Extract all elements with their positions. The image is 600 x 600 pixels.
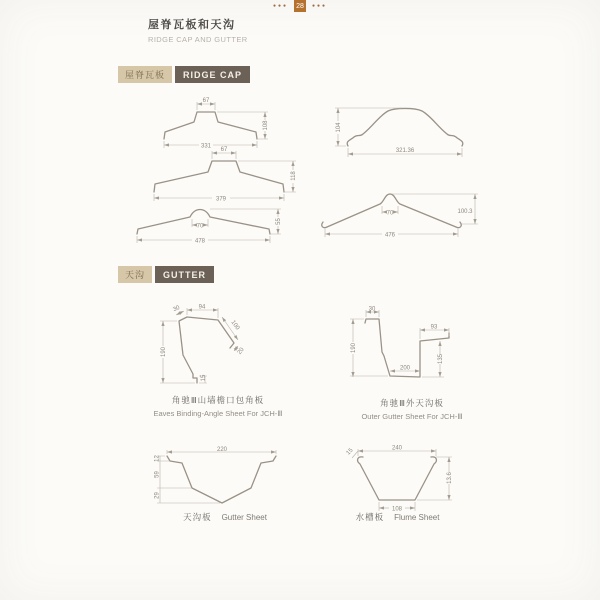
eaves-sheet-outline [179, 317, 234, 383]
dim-label: 67 [202, 98, 210, 104]
dim-label: 100 [229, 319, 241, 332]
dim-label: 220 [216, 446, 228, 453]
ridge-profile-4-outline [347, 108, 463, 146]
footer-dots-right: ●●● [312, 3, 328, 9]
outer-gutter-caption-en: Outer Gutter Sheet For JCH-Ⅲ [361, 412, 463, 421]
section-header-gutter [118, 266, 214, 283]
dim-label: 94 [198, 304, 206, 311]
outer-gutter-caption [322, 397, 502, 421]
eaves-sheet-caption-en: Eaves Binding-Angle Sheet For JCH-Ⅲ [153, 409, 283, 418]
dim-label: 321.36 [395, 148, 415, 154]
gutter-sheet-outline [167, 456, 276, 503]
page-footer [0, 0, 600, 12]
dim-label: 93 [430, 324, 438, 331]
eaves-sheet-caption [118, 394, 318, 418]
ridge-profile-1-outline [164, 112, 257, 139]
dim-label: 190 [351, 342, 357, 354]
dim-label: 200 [399, 365, 411, 372]
dim-label: 478 [194, 238, 206, 245]
dim-label: 13.6 [447, 472, 453, 484]
dim-label: 240 [391, 445, 403, 452]
dim-label: 15 [345, 447, 355, 457]
footer-dots-left: ●●● [272, 3, 288, 9]
flume-sheet-caption [330, 511, 465, 523]
gutter-sheet-caption [150, 511, 300, 523]
outer-gutter-caption-zh: 角驰Ⅲ外天沟板 [380, 398, 444, 408]
gutter-sheet-caption-en: Gutter Sheet [221, 513, 267, 522]
eaves-sheet-drawing [150, 302, 285, 392]
dim-label: 70 [196, 223, 204, 230]
dim-label: 30 [172, 304, 181, 314]
page-number-badge: 28 [294, 0, 306, 12]
dim-label: 379 [215, 196, 227, 203]
dim-label: 59 [154, 471, 161, 478]
ridge-profile-4-drawing [330, 100, 480, 162]
outer-gutter-drawing [342, 302, 477, 394]
section-header-ridge-cap [118, 66, 250, 83]
flume-sheet-caption-zh: 水槽板 [355, 512, 385, 522]
page-header [148, 16, 248, 44]
ridge-cap-tag-en: RIDGE CAP [175, 66, 250, 83]
ridge-profile-5-drawing [320, 182, 485, 240]
ridge-profile-3-outline [137, 210, 270, 235]
page-title: 屋脊瓦板和天沟 [148, 19, 236, 31]
dim-label: 331 [200, 143, 212, 150]
dim-label: 70 [386, 210, 394, 217]
flume-sheet-caption-en: Flume Sheet [394, 513, 440, 522]
dim-label: 476 [384, 232, 396, 239]
dim-label: 100.3 [457, 209, 473, 215]
ridge-cap-tag-zh: 屋脊瓦板 [118, 66, 172, 83]
gutter-sheet-caption-zh: 天沟板 [183, 512, 212, 522]
dim-label: 15 [201, 374, 207, 382]
gutter-tag-zh: 天沟 [118, 266, 152, 283]
dim-label: 104 [336, 122, 342, 133]
ridge-profile-2-outline [154, 161, 284, 192]
dim-label: 118 [291, 171, 297, 181]
page-subtitle: RIDGE CAP AND GUTTER [148, 35, 248, 44]
dim-label: 135 [438, 353, 444, 365]
dim-label: 190 [161, 346, 167, 358]
dim-label: 67 [220, 147, 228, 153]
dim-label: 29 [154, 492, 161, 499]
flume-sheet-outline [358, 457, 437, 500]
ridge-profile-3-drawing [133, 196, 293, 248]
dim-label: 30 [368, 306, 376, 313]
dim-label: 55 [276, 218, 282, 225]
dim-label: 108 [263, 120, 269, 131]
dim-label: 20 [236, 346, 246, 356]
dim-label: 12 [154, 455, 161, 462]
dim-label: 108 [391, 506, 403, 513]
gutter-tag-en: GUTTER [155, 266, 214, 283]
eaves-sheet-caption-zh: 角驰Ⅲ山墙檐口包角板 [171, 395, 265, 405]
